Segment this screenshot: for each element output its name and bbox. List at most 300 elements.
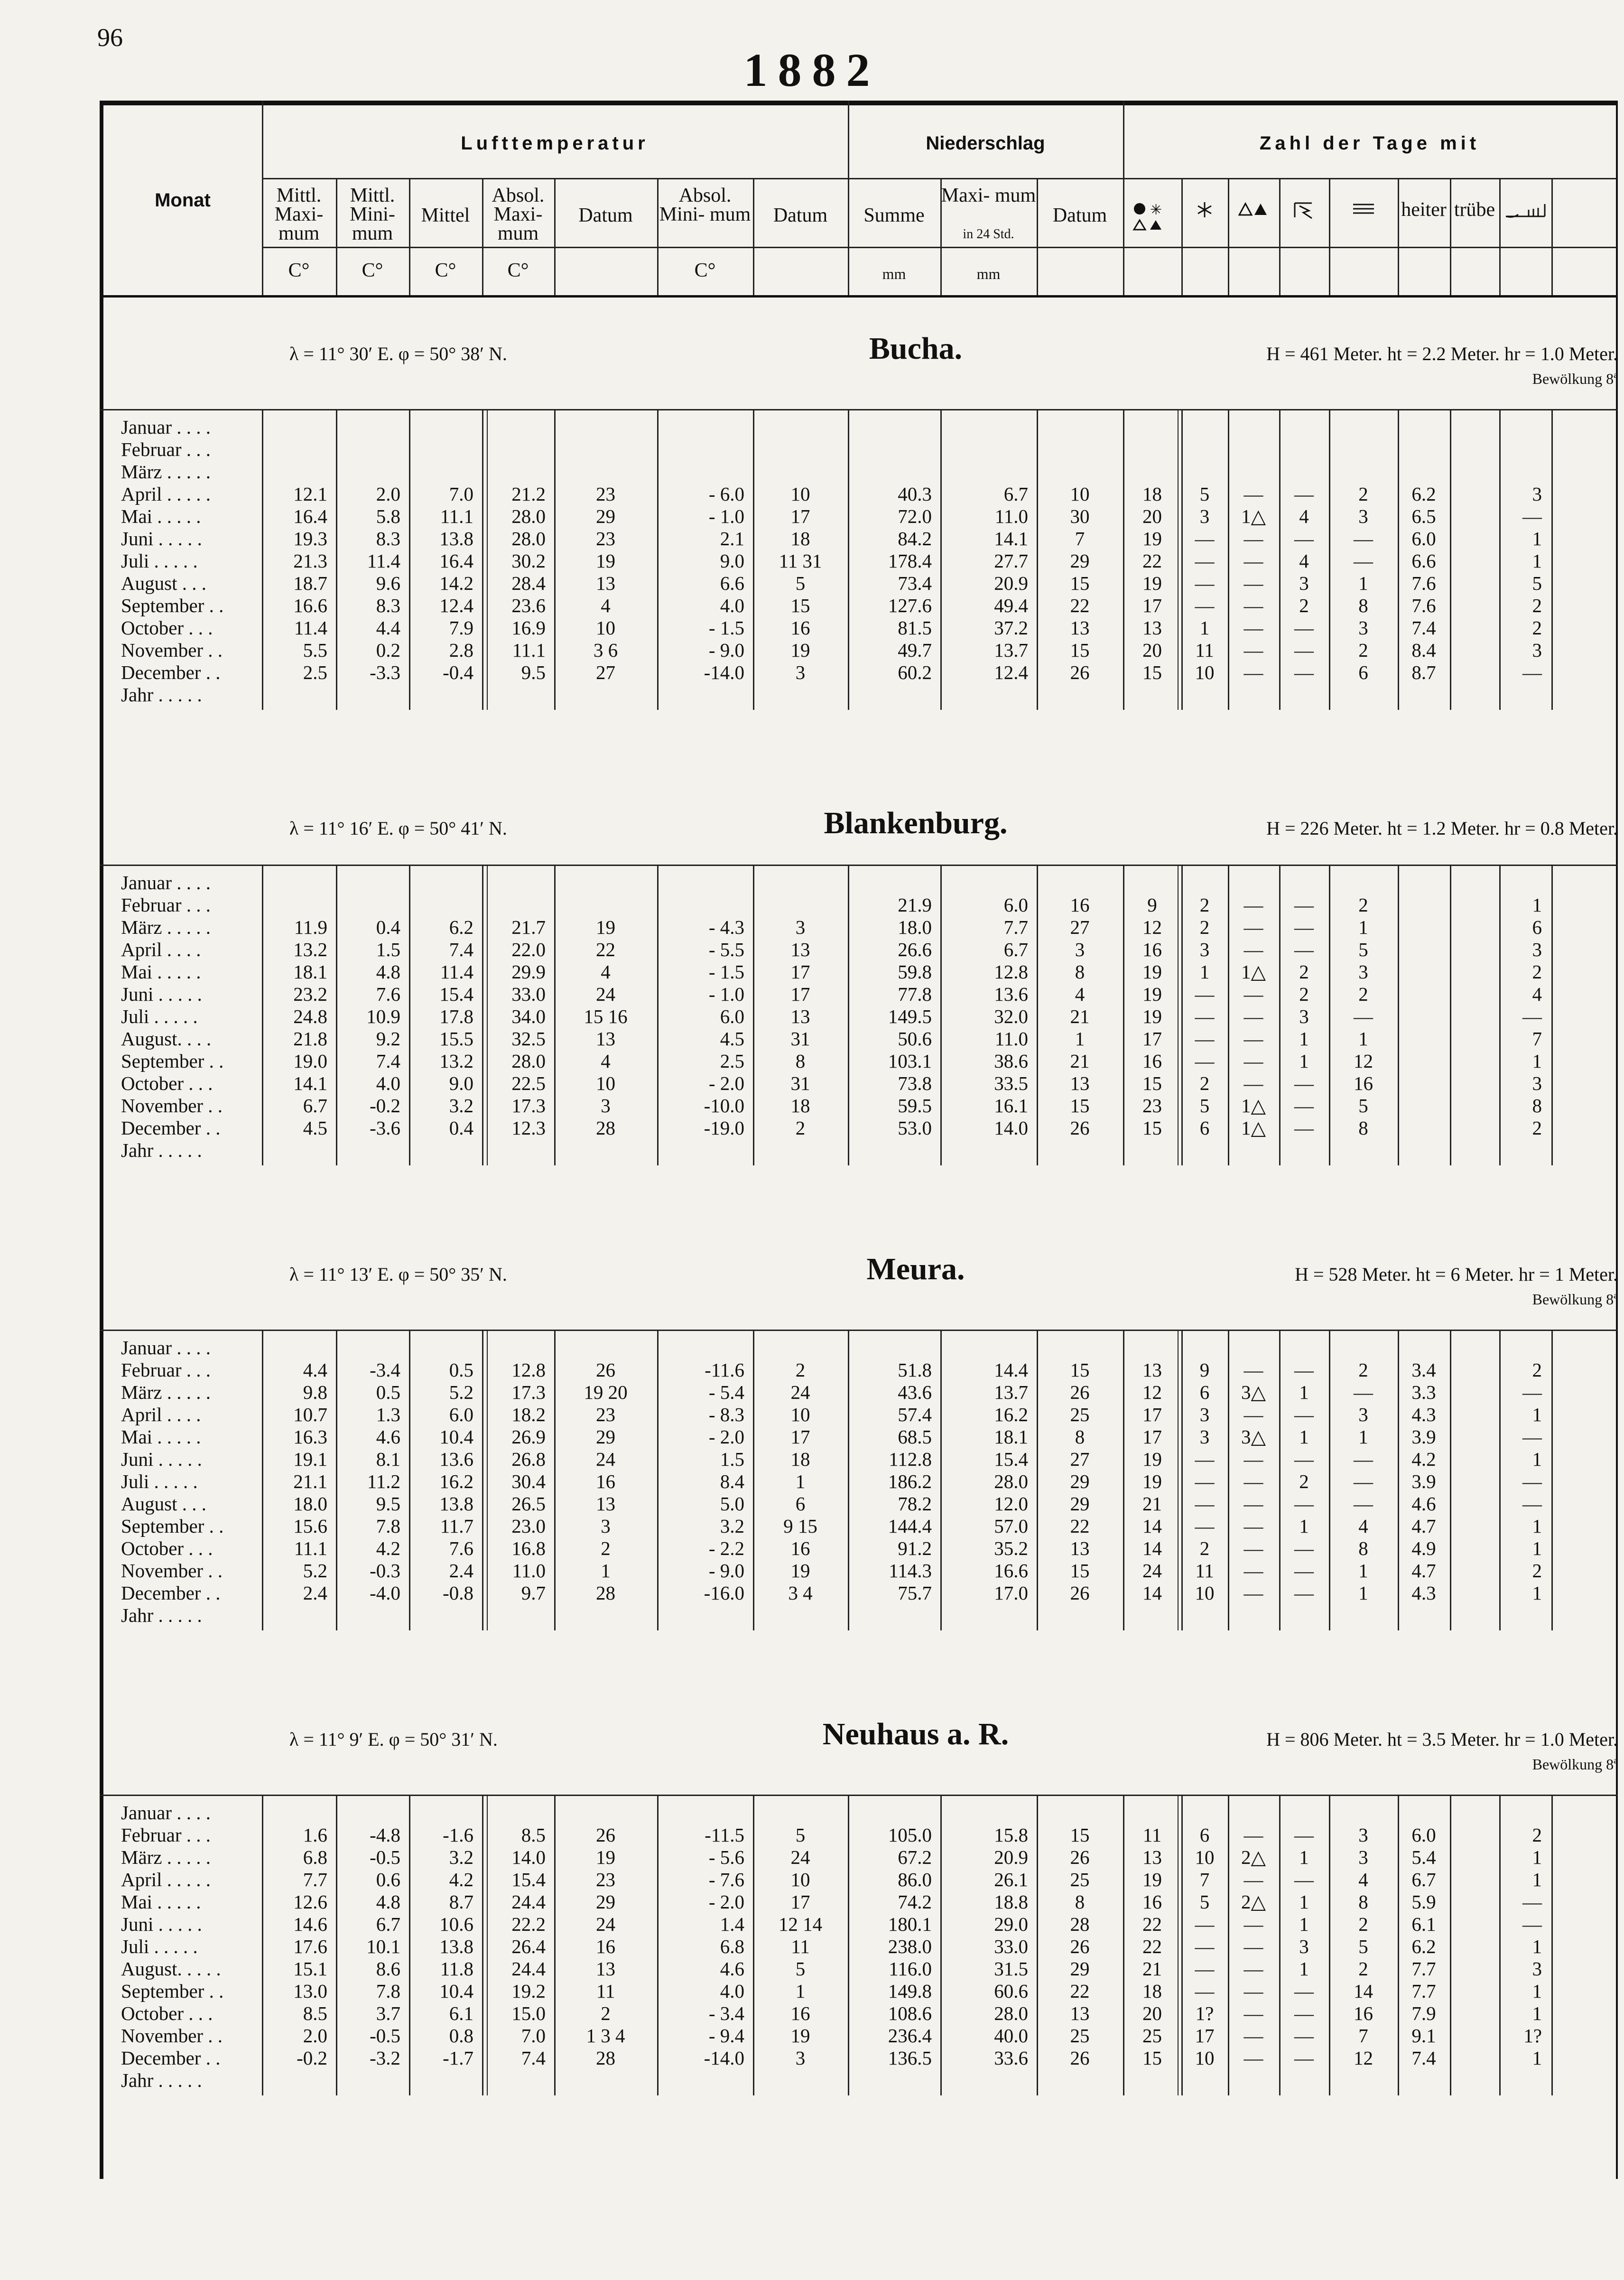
table-cell: 24 (790, 1381, 810, 1403)
header-col-divider (753, 178, 754, 295)
table-cell: 9 15 (783, 1515, 817, 1537)
table-cell: 8 (1358, 1537, 1368, 1559)
table-cell: 33.0 (994, 1936, 1028, 1957)
table-cell: 23.0 (511, 1515, 546, 1537)
table-cell: — (1244, 595, 1263, 616)
table-cell: 29 (596, 1891, 615, 1913)
month-label: Juli . . . . . (121, 1005, 198, 1027)
table-cell: 1.5 (376, 939, 400, 960)
header-temp-unit: C° (694, 260, 716, 281)
table-cell: 2 (1532, 961, 1542, 983)
table-cell: 25 (1142, 2025, 1162, 2047)
table-cell: 10.9 (366, 1005, 400, 1027)
table-cell: 0.4 (376, 916, 400, 938)
table-cell: — (1354, 1470, 1373, 1492)
table-cell: 8.4 (720, 1470, 744, 1492)
table-cell: 31 (790, 1028, 810, 1050)
table-cell: 22.0 (511, 939, 546, 960)
table-cell: 16 (790, 2002, 810, 2024)
table-row (100, 939, 1618, 961)
header-temp-col-5: Datum (578, 205, 633, 226)
table-cell: 2 (795, 1359, 806, 1381)
table-cell: 3.3 (1411, 1381, 1436, 1403)
table-cell: 13.8 (439, 528, 473, 549)
table-cell: 3△ (1241, 1426, 1266, 1448)
table-cell: — (1294, 483, 1314, 505)
table-cell: 13.2 (439, 1050, 473, 1072)
table-cell: 2 (1358, 894, 1368, 916)
table-cell: 74.2 (898, 1891, 932, 1913)
table-cell: -3.4 (370, 1359, 400, 1381)
table-cell: — (1195, 1493, 1215, 1515)
table-cell: -1.6 (443, 1824, 473, 1846)
table-cell: 8.3 (376, 528, 400, 549)
table-cell: 24.8 (293, 1005, 327, 1027)
table-cell: 37.2 (994, 617, 1028, 639)
table-cell: 17.6 (293, 1936, 327, 1957)
table-cell: 1 (1532, 2047, 1542, 2069)
table-cell: 4 (1532, 983, 1542, 1005)
table-cell: 84.2 (898, 528, 932, 549)
table-cell: 23 (1142, 1095, 1162, 1117)
table-cell: 6.0 (1411, 528, 1436, 549)
table-cell: 23.6 (511, 595, 546, 616)
table-cell: 15.4 (994, 1448, 1028, 1470)
table-cell: 7.7 (303, 1869, 327, 1890)
table-cell: 22 (1070, 1515, 1090, 1537)
table-cell: 14 (1142, 1515, 1162, 1537)
table-cell: 4 (1075, 983, 1085, 1005)
table-cell: 28 (596, 2047, 615, 2069)
table-cell: — (1195, 1913, 1215, 1935)
table-cell: 19 (596, 916, 615, 938)
table-cell: 1 (1299, 1958, 1309, 1980)
table-row (100, 1117, 1618, 1139)
table-cell: — (1244, 894, 1263, 916)
table-cell: 17 (1142, 595, 1162, 616)
table-cell: 11.1 (512, 639, 546, 661)
table-cell: 22.5 (511, 1072, 546, 1094)
table-cell: 21.9 (898, 894, 932, 916)
table-cell: 13.2 (293, 939, 327, 960)
table-cell: 8.4 (1411, 639, 1436, 661)
table-cell: 29 (1070, 1493, 1090, 1515)
table-cell: 1 (1532, 1404, 1542, 1425)
table-cell: 33.5 (994, 1072, 1028, 1094)
table-cell: 1 (795, 1470, 806, 1492)
fog-icon (1329, 200, 1398, 219)
table-cell: 5.0 (720, 1493, 744, 1515)
table-cell: — (1354, 550, 1373, 572)
table-cell: 20 (1142, 2002, 1162, 2024)
table-cell: — (1244, 1493, 1263, 1515)
table-cell: 4.4 (303, 1359, 327, 1381)
month-label: Juni . . . . . (121, 983, 202, 1005)
month-label: December . . (121, 661, 221, 683)
table-cell: 1 (1532, 1936, 1542, 1957)
table-cell: — (1195, 1005, 1215, 1027)
table-cell: 16 (596, 1936, 615, 1957)
table-cell: 5 (795, 1824, 806, 1846)
precipitation-symbols-icon (1123, 200, 1181, 237)
table-cell: 28.4 (511, 572, 546, 594)
table-cell: 11 (1195, 1560, 1214, 1582)
table-cell: 5.4 (1411, 1846, 1436, 1868)
table-cell: 86.0 (898, 1869, 932, 1890)
table-cell: 15.8 (994, 1824, 1028, 1846)
table-cell: 9.5 (521, 661, 546, 683)
table-cell: 7 (1532, 1028, 1542, 1050)
table-row (100, 1448, 1618, 1470)
table-cell: 7.6 (1411, 572, 1436, 594)
table-cell: 3 (1532, 1072, 1542, 1094)
header-temp-col-1: Mittl. Maxi- mum (274, 185, 324, 244)
table-cell: 8.7 (1411, 661, 1436, 683)
table-cell: — (1294, 1560, 1314, 1582)
table-cell: 3 6 (593, 639, 618, 661)
table-row (100, 1846, 1618, 1869)
table-cell: 17 (1142, 1426, 1162, 1448)
table-cell: 1 (1299, 1381, 1309, 1403)
table-cell: 18.2 (511, 1404, 546, 1425)
station-elevation: H = 461 Meter. ht = 2.2 Meter. hr = 1.0 Meter. (1266, 343, 1618, 364)
table-cell: 19 (1142, 1470, 1162, 1492)
table-cell: 14.6 (293, 1913, 327, 1935)
table-cell: 144.4 (888, 1515, 932, 1537)
table-row (100, 528, 1618, 550)
table-cell: 7 (1358, 2025, 1368, 2047)
table-cell: 21.3 (293, 550, 327, 572)
table-cell: 7.6 (1411, 595, 1436, 616)
table-cell: 19 (1142, 983, 1162, 1005)
table-cell: -0.2 (297, 2047, 327, 2069)
table-cell: 11.8 (440, 1958, 473, 1980)
table-row (100, 1381, 1618, 1404)
table-cell: — (1294, 1537, 1314, 1559)
table-cell: 50.6 (898, 1028, 932, 1050)
table-cell: 2△ (1241, 1846, 1266, 1868)
table-cell: 15.4 (439, 983, 473, 1005)
table-cell: 15 (1070, 1095, 1090, 1117)
table-cell: 3 (1358, 1824, 1368, 1846)
month-label: März . . . . . (121, 1846, 211, 1868)
month-label: Jahr . . . . . (121, 2069, 202, 2091)
table-cell: - 9.0 (708, 1560, 744, 1582)
table-cell: 1△ (1241, 1095, 1266, 1117)
table-cell: 3△ (1241, 1381, 1266, 1403)
table-cell: 12 (1354, 1050, 1373, 1072)
table-cell: 11.0 (994, 505, 1028, 527)
table-cell: 1 3 4 (586, 2025, 625, 2047)
table-cell: — (1195, 1958, 1215, 1980)
table-cell: 2 (1358, 483, 1368, 505)
table-cell: 24 (596, 1448, 615, 1470)
table-row (100, 639, 1618, 661)
table-cell: — (1244, 1824, 1263, 1846)
table-cell: 7.4 (1411, 617, 1436, 639)
table-cell: 10 (596, 617, 615, 639)
table-cell: 18 (790, 1095, 810, 1117)
table-cell: 6.6 (1411, 550, 1436, 572)
table-cell: - 1.0 (708, 983, 744, 1005)
table-cell: — (1294, 1359, 1314, 1381)
table-cell: 11.4 (367, 550, 400, 572)
hail-icon (1228, 200, 1279, 219)
table-cell: 6.7 (1003, 483, 1028, 505)
table-cell: — (1244, 1582, 1263, 1604)
month-label: Januar . . . . (121, 872, 211, 893)
table-cell: 26 (1070, 1846, 1090, 1868)
table-cell: 12.3 (511, 1117, 546, 1139)
table-cell: 15 (1142, 661, 1162, 683)
table-cell: — (1195, 1028, 1215, 1050)
table-cell: — (1294, 661, 1314, 683)
table-row (100, 1869, 1618, 1891)
month-label: November . . (121, 1095, 223, 1117)
header-temp-col-2: Mittl. Mini- mum (350, 185, 395, 244)
table-cell: 4.7 (1411, 1560, 1436, 1582)
table-cell: 17 (790, 1426, 810, 1448)
month-label: November . . (121, 2025, 223, 2047)
table-cell: 29.0 (994, 1913, 1028, 1935)
table-cell: 103.1 (888, 1050, 932, 1072)
table-cell: 28 (596, 1582, 615, 1604)
table-cell: 16 (1070, 894, 1090, 916)
table-cell: 19 (790, 2025, 810, 2047)
table-cell: 21 (1142, 1958, 1162, 1980)
table-cell: 11.0 (512, 1560, 546, 1582)
table-cell: 16.2 (994, 1404, 1028, 1425)
table-cell: 1 (1199, 961, 1210, 983)
table-cell: 6.7 (1411, 1869, 1436, 1890)
station-coordinates: λ = 11° 13′ E. φ = 50° 35′ N. (289, 1264, 507, 1285)
table-cell: 15.5 (439, 1028, 473, 1050)
table-row (100, 505, 1618, 528)
table-cell: -3.3 (370, 661, 400, 683)
table-cell: 12.1 (293, 483, 327, 505)
table-cell: 4 (1299, 550, 1309, 572)
table-cell: 7.7 (1411, 1980, 1436, 2002)
table-cell: 15 (1070, 1560, 1090, 1582)
table-row (100, 1824, 1618, 1846)
station-name: Blankenburg. (824, 806, 1008, 840)
table-cell: 15 (1070, 1824, 1090, 1846)
table-cell: 59.5 (898, 1095, 932, 1117)
station-elevation: H = 528 Meter. ht = 6 Meter. hr = 1 Meter. (1295, 1264, 1618, 1285)
table-cell: 10 (1070, 483, 1090, 505)
table-cell: 11.1 (440, 505, 473, 527)
table-cell: 1 (1358, 1426, 1368, 1448)
table-cell: 11.9 (294, 916, 327, 938)
table-cell: — (1294, 1824, 1314, 1846)
table-row (100, 1802, 1618, 1824)
table-cell: 6.0 (1003, 894, 1028, 916)
table-cell: 10 (790, 1869, 810, 1890)
month-label: Januar . . . . (121, 1802, 211, 1824)
table-cell: 1 (1532, 894, 1542, 916)
table-cell: 5 (1358, 1936, 1368, 1957)
month-label: Februar . . . (121, 894, 211, 916)
table-cell: 17 (1142, 1028, 1162, 1050)
table-cell: 11 (596, 1980, 615, 2002)
table-cell: — (1244, 916, 1263, 938)
table-row (100, 1980, 1618, 2002)
table-cell: — (1244, 1515, 1263, 1537)
table-cell: — (1522, 1381, 1542, 1403)
table-cell: 13 (1142, 1359, 1162, 1381)
table-cell: 3 (1358, 961, 1368, 983)
table-cell: 0.6 (376, 1869, 400, 1890)
table-cell: — (1195, 1470, 1215, 1492)
table-cell: 2.8 (449, 639, 473, 661)
table-cell: — (1195, 528, 1215, 549)
table-cell: 14.0 (994, 1117, 1028, 1139)
table-cell: 4 (601, 1050, 611, 1072)
table-cell: 7.4 (521, 2047, 546, 2069)
header-monat: Monat (155, 190, 211, 211)
table-cell: 10.4 (439, 1426, 473, 1448)
table-cell: 18.0 (898, 916, 932, 938)
table-cell: 78.2 (898, 1493, 932, 1515)
month-label: Mai . . . . . (121, 1426, 201, 1448)
table-cell: 7.4 (1411, 2047, 1436, 2069)
month-label: August. . . . . (121, 1958, 221, 1980)
station-name: Meura. (866, 1252, 965, 1286)
table-cell: 9 (1147, 894, 1157, 916)
table-cell: 68.5 (898, 1426, 932, 1448)
table-cell: 33.6 (994, 2047, 1028, 2069)
table-cell: -4.8 (370, 1824, 400, 1846)
month-label: Mai . . . . . (121, 505, 201, 527)
table-cell: 3 (1199, 1426, 1210, 1448)
table-cell: — (1294, 916, 1314, 938)
table-cell: - 1.0 (708, 505, 744, 527)
table-row (100, 1359, 1618, 1381)
table-cell: 3 (1358, 617, 1368, 639)
header-subrule (262, 178, 1616, 179)
table-row (100, 1404, 1618, 1426)
table-cell: 81.5 (898, 617, 932, 639)
table-cell: 28.0 (511, 528, 546, 549)
month-label: Mai . . . . . (121, 961, 201, 983)
table-cell: — (1195, 983, 1215, 1005)
table-cell: 31 (790, 1072, 810, 1094)
table-cell: 19 (790, 639, 810, 661)
table-cell: 17.8 (439, 1005, 473, 1027)
table-cell: 73.8 (898, 1072, 932, 1094)
table-cell: 13 (1070, 617, 1090, 639)
table-cell: 5.2 (449, 1381, 473, 1403)
table-cell: 11.4 (440, 961, 473, 983)
table-cell: 22.2 (511, 1913, 546, 1935)
table-cell: -0.5 (370, 2025, 400, 2047)
table-cell: 4.2 (376, 1537, 400, 1559)
table-cell: 6.0 (449, 1404, 473, 1425)
table-cell: 2 (1532, 595, 1542, 616)
month-label: August. . . . (121, 1028, 212, 1050)
table-cell: 4.0 (376, 1072, 400, 1094)
table-cell: 57.4 (898, 1404, 932, 1425)
table-cell: 11 (791, 1936, 810, 1957)
table-cell: 13.7 (994, 639, 1028, 661)
table-cell: 1 (1299, 1891, 1309, 1913)
table-cell: 3 (1199, 939, 1210, 960)
table-cell: 21 (1070, 1050, 1090, 1072)
table-cell: — (1244, 2047, 1263, 2069)
table-cell: 19 20 (584, 1381, 628, 1403)
table-cell: 24 (596, 983, 615, 1005)
table-cell: 8 (1075, 1891, 1085, 1913)
table-cell: — (1354, 1005, 1373, 1027)
table-cell: 17 (790, 1891, 810, 1913)
month-label: September . . (121, 1050, 224, 1072)
table-cell: 18.1 (994, 1426, 1028, 1448)
table-cell: 28.0 (994, 1470, 1028, 1492)
table-cell: 5.8 (376, 505, 400, 527)
table-cell: 5 (795, 1958, 806, 1980)
table-row (100, 550, 1618, 572)
table-cell: 10.1 (366, 1936, 400, 1957)
month-label: April . . . . . (121, 1869, 211, 1890)
station-bewoelkung: Bewölkung 8ª (1532, 1291, 1618, 1308)
table-cell: 1△ (1241, 1117, 1266, 1139)
table-cell: - 9.4 (708, 2025, 744, 2047)
table-cell: 10.4 (439, 1980, 473, 2002)
table-cell: 22 (1142, 1913, 1162, 1935)
table-cell: 12.8 (511, 1359, 546, 1381)
table-cell: 3 (1299, 572, 1309, 594)
table-cell: -0.8 (443, 1582, 473, 1604)
table-cell: 8 (1075, 1426, 1085, 1448)
table-cell: 127.6 (888, 595, 932, 616)
table-cell: 5 (1358, 939, 1368, 960)
table-cell: 49.4 (994, 595, 1028, 616)
table-cell: 8 (1075, 961, 1085, 983)
table-cell: 28.0 (511, 505, 546, 527)
station-name: Bucha. (869, 331, 963, 366)
table-cell: 24.4 (511, 1891, 546, 1913)
table-cell: 26 (1070, 1582, 1090, 1604)
table-cell: 19 (596, 550, 615, 572)
header-temp-unit: C° (288, 260, 310, 281)
table-cell: 1 (1358, 1582, 1368, 1604)
table-cell: 13 (1142, 617, 1162, 639)
table-row (100, 1891, 1618, 1913)
table-cell: 8 (1358, 1891, 1368, 1913)
table-cell: 1 (1532, 1537, 1542, 1559)
table-cell: 1 (1299, 1426, 1309, 1448)
table-cell: 10 (1195, 1582, 1215, 1604)
header-temp-unit: C° (362, 260, 383, 281)
station-name: Neuhaus a. R. (822, 1717, 1009, 1751)
month-label: März . . . . . (121, 916, 211, 938)
table-cell: — (1294, 1095, 1314, 1117)
table-cell: — (1195, 595, 1215, 616)
table-cell: 2 (1199, 894, 1210, 916)
table-cell: 27.7 (994, 550, 1028, 572)
table-cell: 10 (596, 1072, 615, 1094)
table-cell: 1 (1075, 1028, 1085, 1050)
header-col-divider (1228, 178, 1229, 295)
table-cell: 4.9 (1411, 1537, 1436, 1559)
table-cell: — (1195, 1515, 1215, 1537)
header-temp-col-4: Absol. Maxi- mum (492, 185, 545, 244)
month-label: Februar . . . (121, 1824, 211, 1846)
table-cell: 13 (790, 939, 810, 960)
table-cell: -10.0 (704, 1095, 744, 1117)
table-cell: 6.0 (720, 1005, 744, 1027)
table-cell: 3 (1532, 483, 1542, 505)
